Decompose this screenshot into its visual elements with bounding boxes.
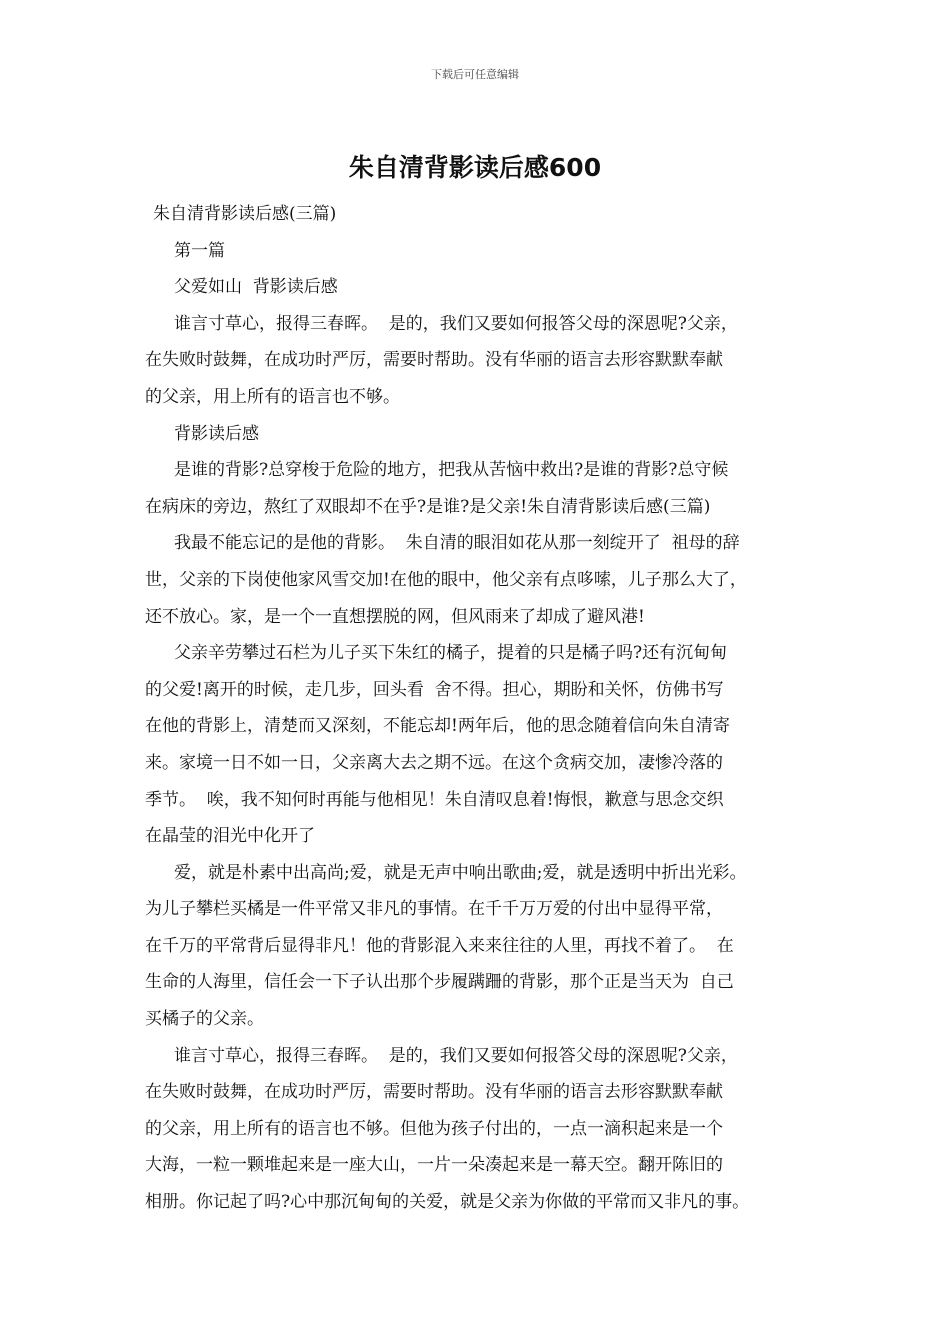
text-line: 季节。 唉，我不知何时再能与他相见！朱自清叹息着!悔恨，歉意与思念交织	[145, 789, 724, 810]
text-line: 买橘子的父亲。	[145, 1009, 264, 1030]
text-line: 谁言寸草心，报得三春晖。 是的，我们又要如何报答父母的深恩呢?父亲，	[174, 1045, 738, 1066]
text-line: 相册。你记起了吗?心中那沉甸甸的关爱，就是父亲为你做的平常而又非凡的事。	[145, 1192, 750, 1213]
text-line: 在失败时鼓舞，在成功时严厉，需要时帮助。没有华丽的语言去形容默默奉献	[145, 1082, 723, 1103]
document-title: 朱自清背影读后感600	[348, 153, 602, 182]
text-line: 第一篇	[174, 240, 225, 261]
text-line: 是谁的背影?总穿梭于危险的地方，把我从苦恼中救出?是谁的背影?总守候	[174, 460, 729, 481]
text-line: 的父亲，用上所有的语言也不够。但他为孩子付出的，一点一滴积起来是一个	[145, 1118, 723, 1139]
text-line: 背影读后感	[174, 423, 259, 444]
text-line: 爱，就是朴素中出高尚;爱，就是无声中响出歌曲;爱，就是透明中折出光彩。	[174, 862, 747, 883]
text-line: 为儿子攀栏买橘是一件平常又非凡的事情。在千千万万爱的付出中显得平常，	[145, 899, 723, 920]
text-line: 在病床的旁边，熬红了双眼却不在乎?是谁?是父亲!朱自清背影读后感(三篇)	[145, 496, 711, 517]
text-line: 还不放心。家，是一个一直想摆脱的网，但风雨来了却成了避风港!	[145, 606, 645, 627]
text-line: 大海，一粒一颗堆起来是一座大山，一片一朵凑起来是一幕天空。翻开陈旧的	[145, 1155, 723, 1176]
page-header: 下载后可任意编辑	[431, 68, 519, 81]
text-line: 来。家境一日不如一日，父亲离大去之期不远。在这个贪病交加，凄惨冷落的	[145, 752, 723, 773]
document-body	[145, 196, 805, 1221]
text-line: 谁言寸草心，报得三春晖。 是的，我们又要如何报答父母的深恩呢?父亲，	[174, 313, 738, 334]
text-line: 的父亲，用上所有的语言也不够。	[145, 386, 400, 407]
text-line: 父亲辛劳攀过石栏为儿子买下朱红的橘子，提着的只是橘子吗?还有沉甸甸	[174, 643, 728, 664]
text-line: 父爱如山 背影读后感	[174, 277, 338, 298]
text-line: 在晶莹的泪光中化开了	[145, 826, 315, 847]
text-line: 生命的人海里，信任会一下子认出那个步履蹒跚的背影，那个正是当天为 自己	[145, 972, 734, 993]
text-line: 在他的背影上，清楚而又深刻，不能忘却!两年后，他的思念随着信向朱自清寄	[145, 716, 730, 737]
text-line: 世，父亲的下岗使他家风雪交加!在他的眼中，他父亲有点哆嗦，儿子那么大了，	[145, 569, 747, 590]
text-line: 在失败时鼓舞，在成功时严厉，需要时帮助。没有华丽的语言去形容默默奉献	[145, 350, 723, 371]
text-line: 的父爱!离开的时候，走几步，回头看 舍不得。担心，期盼和关怀，仿佛书写	[145, 679, 724, 700]
text-line: 朱自清背影读后感(三篇)	[153, 204, 337, 224]
text-line: 我最不能忘记的是他的背影。 朱自清的眼泪如花从那一刻绽开了 祖母的辞	[174, 533, 740, 554]
text-line: 在千万的平常背后显得非凡！他的背影混入来来往往的人里，再找不着了。 在	[145, 935, 734, 956]
